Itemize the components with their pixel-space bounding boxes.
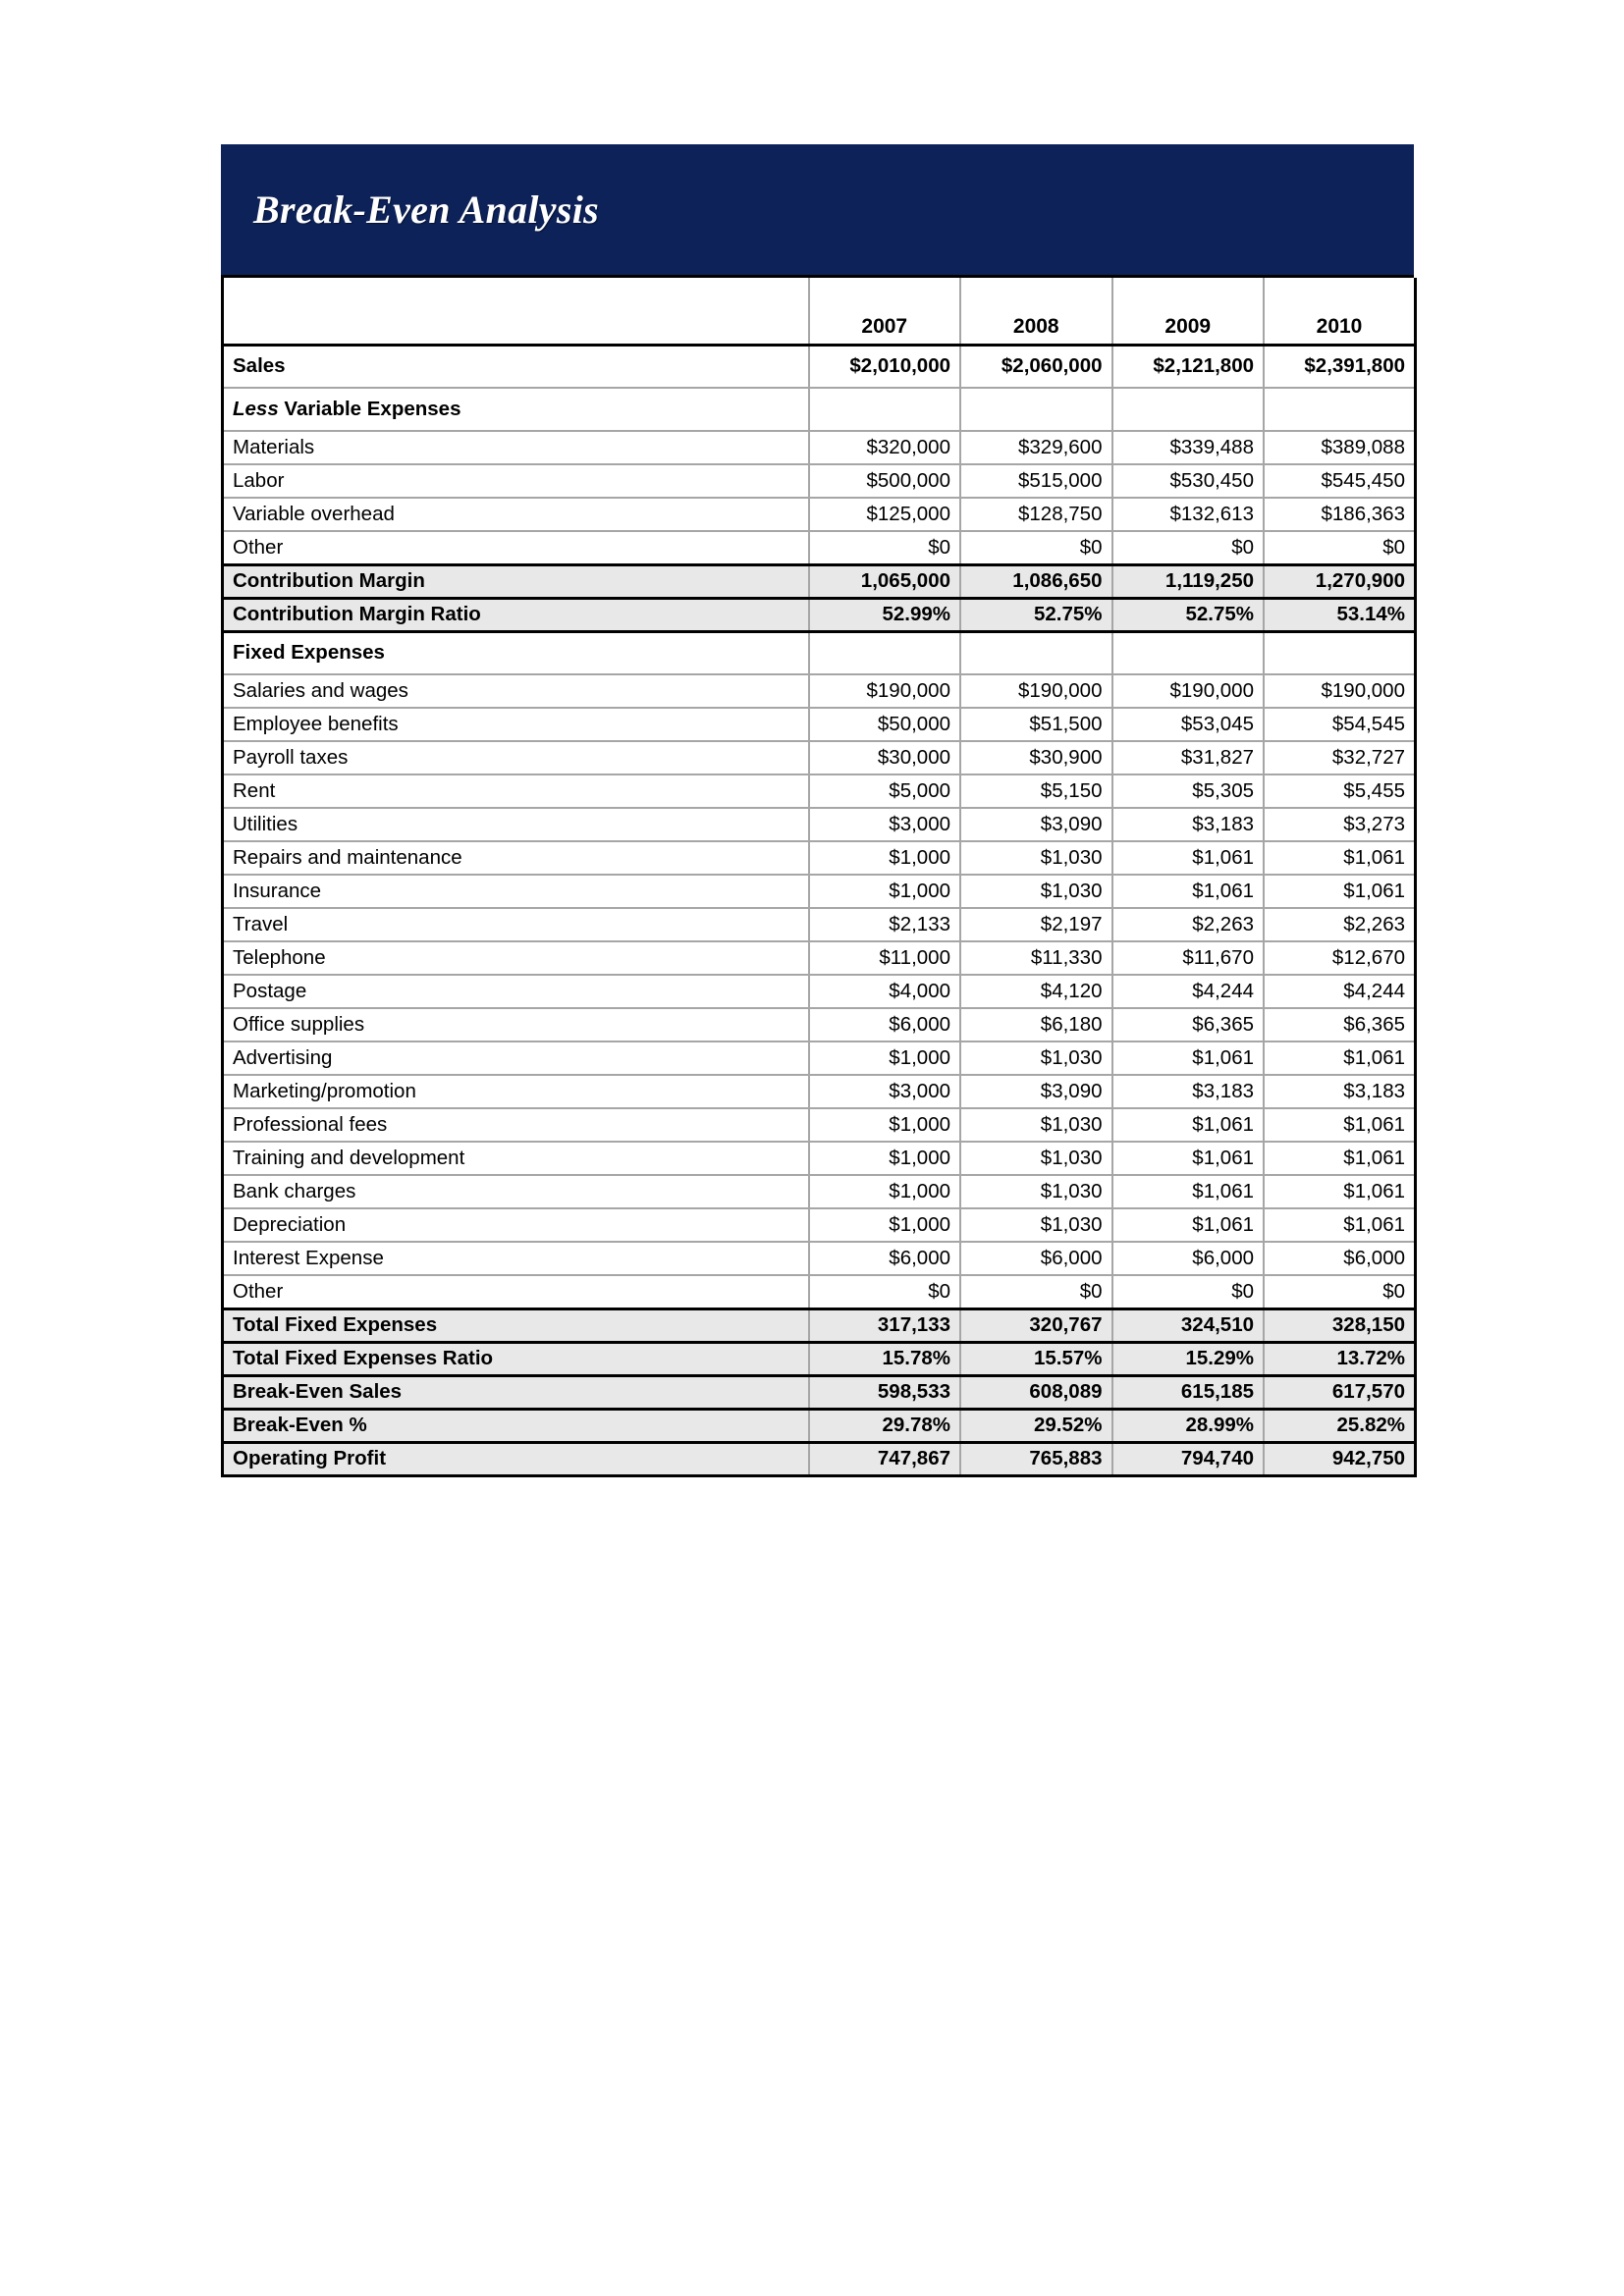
cell-value: $1,030 [960,875,1112,908]
cell-value: $1,000 [809,1041,961,1075]
cell-value: $1,061 [1264,1208,1416,1242]
cell-value: $50,000 [809,708,961,741]
cell-value [1264,388,1416,431]
row-label: Office supplies [223,1008,809,1041]
cell-value: $11,330 [960,941,1112,975]
table-row [223,498,1416,531]
header-spacer-cell [1264,278,1416,311]
cell-value: 1,270,900 [1264,564,1416,598]
cell-value: $1,000 [809,1142,961,1175]
cell-value: 29.78% [809,1409,961,1442]
row-label: Contribution Margin Ratio [223,598,809,631]
cell-value: $2,121,800 [1112,345,1265,388]
cell-value: $2,010,000 [809,345,961,388]
cell-value: $1,030 [960,1041,1112,1075]
cell-value: $128,750 [960,498,1112,531]
table-row [223,875,1416,908]
cell-value: $500,000 [809,464,961,498]
cell-value: $389,088 [1264,431,1416,464]
table-row [223,1041,1416,1075]
column-header-row [223,311,1416,345]
cell-value: $132,613 [1112,498,1265,531]
table-row [223,841,1416,875]
table-row [223,1275,1416,1308]
row-label: Operating Profit [223,1442,809,1475]
cell-value: $5,000 [809,774,961,808]
cell-value: $1,061 [1264,1108,1416,1142]
cell-value: 747,867 [809,1442,961,1475]
table-row [223,774,1416,808]
header-spacer-cell [960,278,1112,311]
cell-value: 615,185 [1112,1375,1265,1409]
cell-value: 942,750 [1264,1442,1416,1475]
table-row [223,1075,1416,1108]
header-spacer-label [223,278,809,311]
cell-value [1112,388,1265,431]
cell-value: $30,000 [809,741,961,774]
row-label: Advertising [223,1041,809,1075]
cell-value: $6,000 [809,1008,961,1041]
cell-value [809,631,961,674]
break-even-table [221,278,1417,1477]
cell-value: 15.57% [960,1342,1112,1375]
row-label: Other [223,531,809,564]
cell-value: $2,391,800 [1264,345,1416,388]
cell-value: 765,883 [960,1442,1112,1475]
table-row [223,598,1416,631]
cell-value: $1,061 [1112,1041,1265,1075]
row-label: Professional fees [223,1108,809,1142]
cell-value: 608,089 [960,1375,1112,1409]
cell-value: $190,000 [809,674,961,708]
cell-value [809,388,961,431]
cell-value: $6,000 [1264,1242,1416,1275]
cell-value: $3,183 [1112,808,1265,841]
row-label: Less Variable Expenses [223,388,809,431]
table-row [223,708,1416,741]
cell-value: $4,244 [1112,975,1265,1008]
row-label: Bank charges [223,1175,809,1208]
row-label: Depreciation [223,1208,809,1242]
column-header-year-2010: 2010 [1264,311,1416,345]
break-even-worksheet [221,144,1414,1477]
cell-value: $190,000 [1264,674,1416,708]
cell-value: $190,000 [960,674,1112,708]
cell-value: $3,183 [1112,1075,1265,1108]
cell-value: $5,455 [1264,774,1416,808]
cell-value: $1,061 [1264,875,1416,908]
cell-value: 52.75% [960,598,1112,631]
cell-value: $53,045 [1112,708,1265,741]
row-label: Rent [223,774,809,808]
cell-value: 15.29% [1112,1342,1265,1375]
cell-value: $32,727 [1264,741,1416,774]
cell-value: $6,000 [960,1242,1112,1275]
table-row [223,1442,1416,1475]
cell-value: 328,150 [1264,1308,1416,1342]
column-header-year-2007: 2007 [809,311,961,345]
cell-value: $6,000 [809,1242,961,1275]
cell-value: $6,180 [960,1008,1112,1041]
cell-value: $0 [1112,531,1265,564]
cell-value: $1,000 [809,841,961,875]
cell-value: $4,244 [1264,975,1416,1008]
cell-value: $1,061 [1112,841,1265,875]
cell-value: $3,090 [960,808,1112,841]
table-row [223,1175,1416,1208]
cell-value [1112,631,1265,674]
cell-value: $320,000 [809,431,961,464]
cell-value: $1,000 [809,1208,961,1242]
table-row [223,1375,1416,1409]
cell-value: 29.52% [960,1409,1112,1442]
cell-value: $329,600 [960,431,1112,464]
cell-value: $1,061 [1112,1208,1265,1242]
cell-value: 1,119,250 [1112,564,1265,598]
row-label: Contribution Margin [223,564,809,598]
cell-value: $3,183 [1264,1075,1416,1108]
row-label: Payroll taxes [223,741,809,774]
cell-value: $4,120 [960,975,1112,1008]
cell-value: $2,263 [1264,908,1416,941]
row-label: Salaries and wages [223,674,809,708]
cell-value: 1,065,000 [809,564,961,598]
row-label: Materials [223,431,809,464]
cell-value: $0 [1112,1275,1265,1308]
table-row [223,564,1416,598]
cell-value: $12,670 [1264,941,1416,975]
table-row [223,1008,1416,1041]
cell-value: $1,061 [1264,1041,1416,1075]
header-spacer-cell [809,278,961,311]
row-label: Repairs and maintenance [223,841,809,875]
table-row [223,1242,1416,1275]
cell-value: 617,570 [1264,1375,1416,1409]
cell-value: $31,827 [1112,741,1265,774]
cell-value: $0 [960,531,1112,564]
cell-value: $1,061 [1112,1108,1265,1142]
table-row [223,674,1416,708]
cell-value: $1,061 [1112,1175,1265,1208]
cell-value: $3,273 [1264,808,1416,841]
cell-value: $6,365 [1264,1008,1416,1041]
row-label: Interest Expense [223,1242,809,1275]
cell-value: $3,000 [809,808,961,841]
table-row [223,1142,1416,1175]
cell-value: 52.99% [809,598,961,631]
cell-value: $1,061 [1112,1142,1265,1175]
cell-value: $0 [809,531,961,564]
row-label: Employee benefits [223,708,809,741]
cell-value: $0 [1264,531,1416,564]
table-row [223,631,1416,674]
row-label: Break-Even Sales [223,1375,809,1409]
row-label: Postage [223,975,809,1008]
cell-value: $339,488 [1112,431,1265,464]
cell-value: $11,670 [1112,941,1265,975]
header-spacer-cell [1112,278,1265,311]
column-header-blank [223,311,809,345]
cell-value: $5,305 [1112,774,1265,808]
cell-value: $186,363 [1264,498,1416,531]
cell-value: $1,030 [960,1142,1112,1175]
cell-value: $515,000 [960,464,1112,498]
cell-value: 13.72% [1264,1342,1416,1375]
cell-value: $190,000 [1112,674,1265,708]
row-label: Variable overhead [223,498,809,531]
column-header-year-2009: 2009 [1112,311,1265,345]
row-label: Utilities [223,808,809,841]
cell-value: 324,510 [1112,1308,1265,1342]
cell-value: $1,000 [809,875,961,908]
cell-value: $3,090 [960,1075,1112,1108]
row-label: Other [223,1275,809,1308]
page-title: Break-Even Analysis [253,187,600,232]
cell-value: 25.82% [1264,1409,1416,1442]
cell-value: $51,500 [960,708,1112,741]
cell-value: $0 [960,1275,1112,1308]
row-label: Break-Even % [223,1409,809,1442]
table-row [223,431,1416,464]
table-row [223,941,1416,975]
cell-value: $1,061 [1112,875,1265,908]
table-row [223,975,1416,1008]
cell-value: 52.75% [1112,598,1265,631]
cell-value: $2,060,000 [960,345,1112,388]
cell-value: $1,000 [809,1108,961,1142]
cell-value [1264,631,1416,674]
cell-value: $530,450 [1112,464,1265,498]
table-row [223,388,1416,431]
cell-value: $3,000 [809,1075,961,1108]
cell-value: $11,000 [809,941,961,975]
table-row [223,741,1416,774]
cell-value: $125,000 [809,498,961,531]
cell-value: 53.14% [1264,598,1416,631]
cell-value: $545,450 [1264,464,1416,498]
cell-value: $0 [1264,1275,1416,1308]
row-label: Marketing/promotion [223,1075,809,1108]
table-row [223,531,1416,564]
row-label: Insurance [223,875,809,908]
cell-value: 794,740 [1112,1442,1265,1475]
cell-value: $1,030 [960,1108,1112,1142]
cell-value: $4,000 [809,975,961,1008]
table-row [223,1108,1416,1142]
title-banner [221,144,1414,278]
table-row [223,464,1416,498]
cell-value: $2,133 [809,908,961,941]
cell-value: $2,263 [1112,908,1265,941]
table-body [223,278,1416,1475]
table-row [223,1308,1416,1342]
cell-value [960,631,1112,674]
cell-value [960,388,1112,431]
cell-value: 1,086,650 [960,564,1112,598]
row-label: Travel [223,908,809,941]
table-row [223,345,1416,388]
cell-value: $54,545 [1264,708,1416,741]
cell-value: $1,061 [1264,1175,1416,1208]
row-label: Total Fixed Expenses [223,1308,809,1342]
cell-value: $6,365 [1112,1008,1265,1041]
header-spacer-row [223,278,1416,311]
table-row [223,1409,1416,1442]
cell-value: $1,030 [960,841,1112,875]
cell-value: 317,133 [809,1308,961,1342]
cell-value: $2,197 [960,908,1112,941]
table-row [223,908,1416,941]
row-label: Sales [223,345,809,388]
row-label: Total Fixed Expenses Ratio [223,1342,809,1375]
cell-value: $1,061 [1264,841,1416,875]
cell-value: $1,030 [960,1175,1112,1208]
cell-value: $0 [809,1275,961,1308]
row-label: Telephone [223,941,809,975]
table-row [223,1208,1416,1242]
cell-value: 320,767 [960,1308,1112,1342]
column-header-year-2008: 2008 [960,311,1112,345]
cell-value: $1,000 [809,1175,961,1208]
row-label: Fixed Expenses [223,631,809,674]
cell-value: $1,061 [1264,1142,1416,1175]
table-row [223,1342,1416,1375]
table-row [223,808,1416,841]
cell-value: $5,150 [960,774,1112,808]
row-label: Labor [223,464,809,498]
cell-value: 15.78% [809,1342,961,1375]
cell-value: $1,030 [960,1208,1112,1242]
row-label: Training and development [223,1142,809,1175]
cell-value: $6,000 [1112,1242,1265,1275]
cell-value: 598,533 [809,1375,961,1409]
cell-value: $30,900 [960,741,1112,774]
cell-value: 28.99% [1112,1409,1265,1442]
